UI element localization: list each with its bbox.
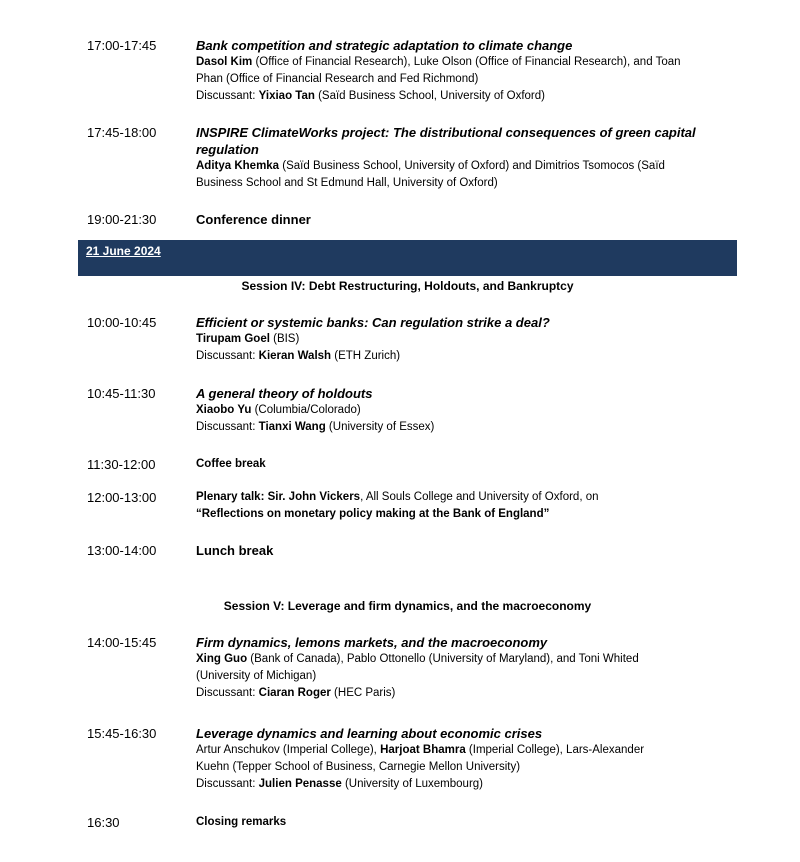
day-header: 21 June 2024 — [86, 244, 161, 258]
discussant-name: Tianxi Wang — [258, 421, 326, 433]
time-slot: 10:45-11:30 — [87, 386, 156, 401]
paper-title: Firm dynamics, lemons markets, and the macroeconomy — [196, 635, 548, 650]
discussant: Discussant: Ciaran Roger (HEC Paris) — [196, 687, 396, 699]
paper-title-continued: regulation — [196, 142, 259, 157]
paper-title: INSPIRE ClimateWorks project: The distributional consequences of green capital — [196, 125, 696, 140]
time-slot: 14:00-15:45 — [87, 635, 157, 650]
time-slot: 12:00-13:00 — [87, 490, 157, 505]
time-slot: 16:30 — [87, 815, 120, 830]
time-slot: 13:00-14:00 — [87, 543, 157, 558]
authors: Dasol Kim (Office of Financial Research), Luke Olson (Office of Financial Research), and Toan — [196, 56, 681, 68]
paper-title: Bank competition and strategic adaptation to climate change — [196, 38, 573, 53]
event-label: Coffee break — [196, 458, 266, 470]
event-label: Conference dinner — [196, 212, 311, 227]
authors: Xiaobo Yu (Columbia/Colorado) — [196, 404, 361, 416]
time-slot: 11:30-12:00 — [87, 457, 156, 472]
day-header-bar — [78, 240, 737, 276]
session-heading: Session IV: Debt Restructuring, Holdouts, and Bankruptcy — [241, 279, 574, 293]
authors: Xing Guo (Bank of Canada), Pablo Ottonello (University of Maryland), and Toni Whited — [196, 653, 639, 665]
author-name: Xing Guo — [196, 653, 248, 665]
time-slot: 19:00-21:30 — [87, 212, 157, 227]
discussant: Discussant: Yixiao Tan (Saïd Business School, University of Oxford) — [196, 90, 545, 102]
time-slot: 10:00-10:45 — [87, 315, 157, 330]
authors: Tirupam Goel (BIS) — [196, 333, 300, 345]
author-name: Aditya Khemka — [196, 160, 280, 172]
author-name: Dasol Kim — [196, 56, 253, 68]
discussant-name: Kieran Walsh — [258, 350, 332, 362]
paper-title: Efficient or systemic banks: Can regulation strike a deal? — [196, 315, 550, 330]
discussant-name: Yixiao Tan — [258, 90, 315, 102]
discussant: Discussant: Tianxi Wang (University of Essex) — [196, 421, 435, 433]
paper-title: Leverage dynamics and learning about economic crises — [196, 726, 543, 741]
authors: Artur Anschukov (Imperial College), Harjoat Bhamra (Imperial College), Lars-Alexander — [196, 744, 645, 756]
authors: Aditya Khemka (Saïd Business School, University of Oxford) and Dimitrios Tsomocos (Saïd — [196, 160, 665, 172]
session-heading: Session V: Leverage and firm dynamics, and the macroeconomy — [223, 599, 592, 613]
event-label: Closing remarks — [196, 816, 287, 828]
authors-continued: Business School and St Edmund Hall, University of Oxford) — [196, 177, 498, 189]
author-name: Harjoat Bhamra — [380, 744, 466, 756]
author-name: Xiaobo Yu — [196, 404, 252, 416]
discussant: Discussant: Kieran Walsh (ETH Zurich) — [196, 350, 401, 362]
plenary-talk: Plenary talk: Sir. John Vickers, All Souls College and University of Oxford, on — [196, 491, 599, 503]
authors-continued: Phan (Office of Financial Research and Fed Richmond) — [196, 73, 479, 85]
author-name: Tirupam Goel — [196, 333, 270, 345]
event-label: Lunch break — [196, 543, 274, 558]
time-slot: 17:45-18:00 — [87, 125, 157, 140]
plenary-label: Plenary talk: Sir. John Vickers — [196, 491, 361, 503]
discussant-name: Julien Penasse — [258, 778, 342, 790]
paper-title: A general theory of holdouts — [196, 386, 373, 401]
authors-continued: (University of Michigan) — [196, 670, 317, 682]
time-slot: 17:00-17:45 — [87, 38, 157, 53]
plenary-title: “Reflections on monetary policy making at the Bank of England” — [196, 508, 550, 520]
time-slot: 15:45-16:30 — [87, 726, 157, 741]
discussant-name: Ciaran Roger — [258, 687, 331, 699]
discussant: Discussant: Julien Penasse (University of Luxembourg) — [196, 778, 483, 790]
authors-continued: Kuehn (Tepper School of Business, Carnegie Mellon University) — [196, 761, 521, 773]
